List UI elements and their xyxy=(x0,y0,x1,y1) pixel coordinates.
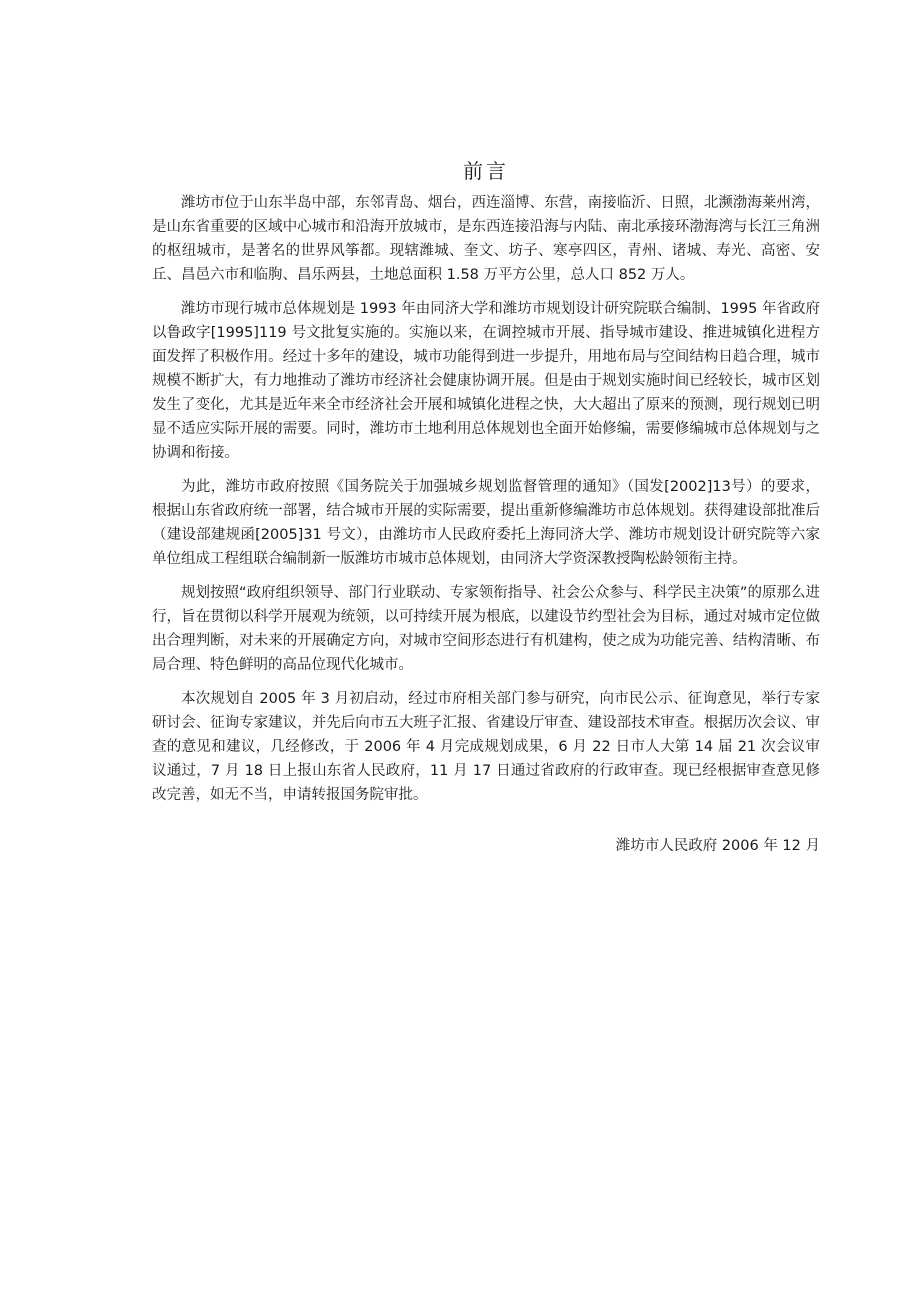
paragraph-process: 本次规划自 2005 年 3 月初启动，经过市府相关部门参与研究，向市民公示、征询意见，举行专家研讨会、征询专家建议，并先后向市五大班子汇报、省建设厅审查、建设部技术审查。根据历次会议、审查的意见和建议，几经修改，于 2006 年 4 月完成规划成果，6 月 22 日市人大第 14 届 21 次会议审议通过，7 月 18 日上报山东省人民政府，11 月 17 日通过省政府的行政审查。现已经根据审查意见修改完善，如无不当，申请转报国务院审批。 xyxy=(152,691,820,803)
page-title: 前言 xyxy=(463,159,509,183)
document-body xyxy=(152,157,820,858)
paragraph-revision-basis: 为此，潍坊市政府按照《国务院关于加强城乡规划监督管理的通知》（国发[2002]13号）的要求，根据山东省政府统一部署，结合城市开展的实际需要，提出重新修编潍坊市总体规划。获得建设部批准后（建设部建规函[2005]31 号文），由潍坊市人民政府委托上海同济大学、潍坊市规划设计研究院等六家单位组成工程组联合编制新一版潍坊市城市总体规划，由同济大学资深教授陶松龄领衔主持。 xyxy=(152,479,820,567)
paragraph-principles: 规划按照“政府组织领导、部门行业联动、专家领衔指导、社会公众参与、科学民主决策”的原那么进行，旨在贯彻以科学开展观为统领，以可持续开展为根底，以建设节约型社会为目标，通过对城市定位做出合理判断，对未来的开展确定方向，对城市空间形态进行有机建构，使之成为功能完善、结构清晰、布局合理、特色鲜明的高品位现代化城市。 xyxy=(152,585,820,673)
signature: 潍坊市人民政府 2006 年 12 月 xyxy=(615,838,820,854)
paragraph-location: 潍坊市位于山东半岛中部，东邻青岛、烟台，西连淄博、东营，南接临沂、日照，北濒渤海莱州湾，是山东省重要的区域中心城市和沿海开放城市，是东西连接沿海与内陆、南北承接环渤海湾与长江三角洲的枢纽城市，是著名的世界风筝都。现辖潍城、奎文、坊子、寒亭四区，青州、诸城、寿光、高密、安丘、昌邑六市和临朐、昌乐两县，土地总面积 1.58 万平方公里，总人口 852 万人。 xyxy=(152,195,820,283)
paragraph-current-plan: 潍坊市现行城市总体规划是 1993 年由同济大学和潍坊市规划设计研究院联合编制、1995 年省政府以鲁政字[1995]119 号文批复实施的。实施以来，在调控城市开展、指导城市建设、推进城镇化进程方面发挥了积极作用。经过十多年的建设，城市功能得到进一步提升，用地布局与空间结构日趋合理，城市规模不断扩大，有力地推动了潍坊市经济社会健康协调开展。但是由于规划实施时间已经较长，城市区划发生了变化，尤其是近年来全市经济社会开展和城镇化进程之快，大大超出了原来的预测，现行规划已明显不适应实际开展的需要。同时，潍坊市土地利用总体规划也全面开始修编，需要修编城市总体规划与之协调和衔接。 xyxy=(152,301,820,461)
